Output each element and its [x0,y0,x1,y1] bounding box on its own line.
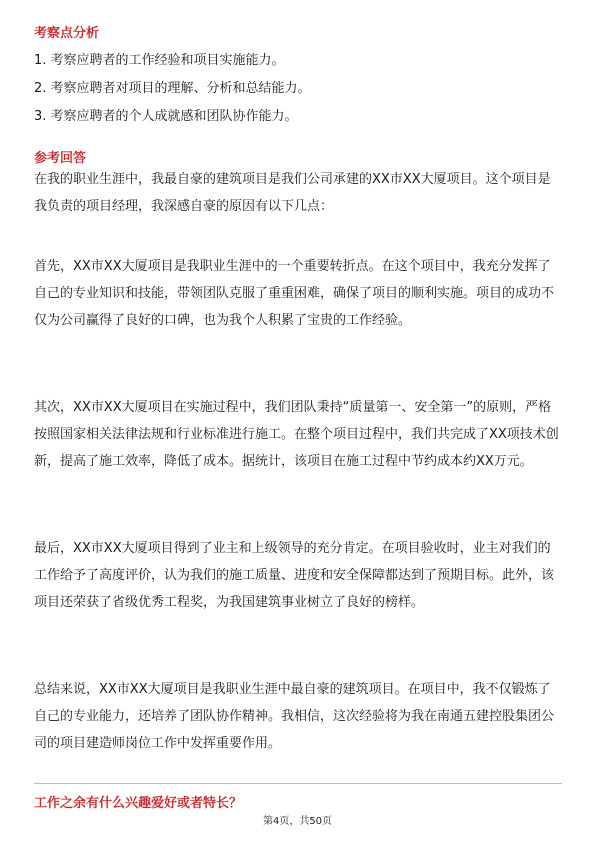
answer-paragraph-4: 最后，XX市XX大厦项目得到了业主和上级领导的充分肯定。在项目验收时，业主对我们的工作给予了高度评价，认为我们的施工质量、进度和安全保障都达到了预期目标。此外，该项目还荣获了省级优秀工程奖，为我国建筑事业树立了良好的榜样。 [34,541,555,610]
analysis-item-1: 1. 考察应聘者的工作经验和项目实施能力。 [34,53,285,68]
analysis-item-2: 2. 考察应聘者对项目的理解、分析和总结能力。 [34,81,311,96]
page-number: 第4页，共50页 [262,816,333,827]
next-question-title: 工作之余有什么兴趣爱好或者特长？ [34,796,243,811]
answer-paragraph-1: 在我的职业生涯中，我最自豪的建筑项目是我们公司承建的XX市XX大厦项目。这个项目是我负责的项目经理，我深感自豪的原因有以下几点： [34,172,551,214]
answer-paragraph-5: 总结来说，XX市XX大厦项目是我职业生涯中最自豪的建筑项目。在项目中，我不仅锻炼了自己的专业能力，还培养了团队协作精神。我相信，这次经验将为我在南通五建控股集团公司的项目建造师岗位工作中发挥重要作用。 [34,682,555,751]
section-title-reference-answer: 参考回答 [34,151,87,166]
analysis-item-3: 3. 考察应聘者的个人成就感和团队协作能力。 [34,109,298,124]
answer-paragraph-3: 其次，XX市XX大厦项目在实施过程中，我们团队秉持“质量第一、安全第一”的原则，严格按照国家相关法律法规和行业标准进行施工。在整个项目过程中，我们共完成了XX项技术创新，提高了施工效率，降低了成本。据统计，该项目在施工过程中节约成本约XX万元。 [34,400,559,469]
section-title-analysis: 考察点分析 [34,26,100,41]
footer-divider [34,783,562,784]
answer-paragraph-2: 首先，XX市XX大厦项目是我职业生涯中的一个重要转折点。在这个项目中，我充分发挥了自己的专业知识和技能，带领团队克服了重重困难，确保了项目的顺利实施。项目的成功不仅为公司赢得了良好的口碑，也为我个人积累了宝贵的工作经验。 [34,259,555,328]
